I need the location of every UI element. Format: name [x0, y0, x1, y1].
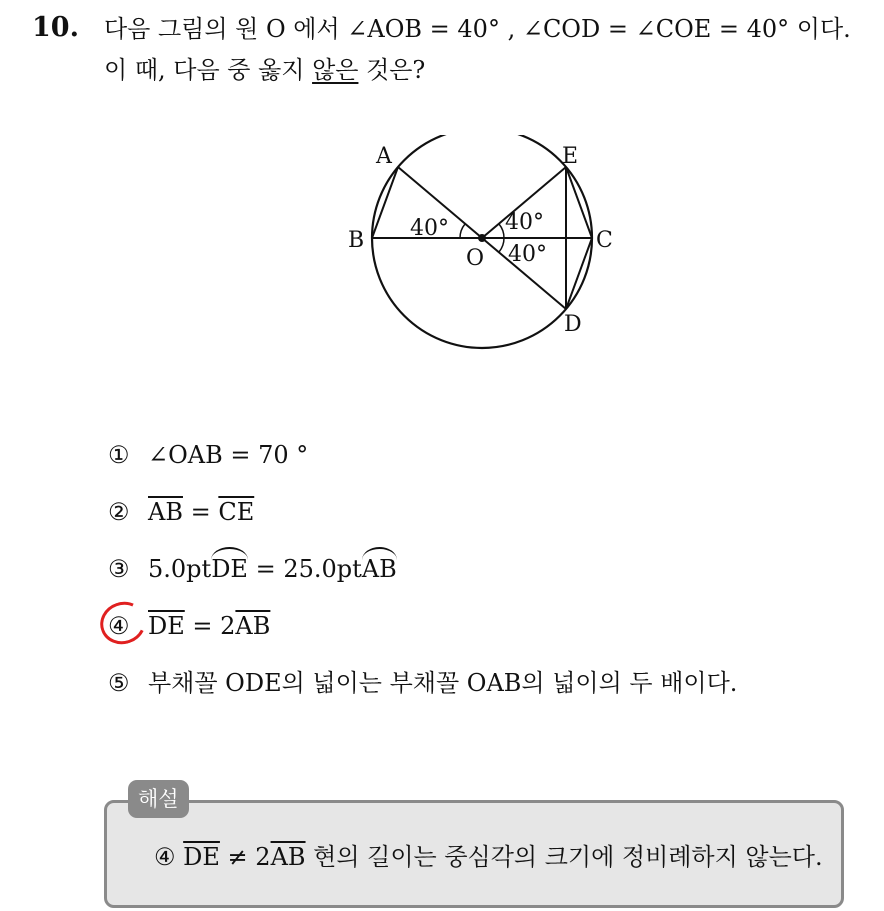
segment-ab: $\overline{AB}$	[235, 612, 271, 640]
stem-prefix: 이 때, 다음 중 옳지	[104, 56, 313, 84]
segment-de: $\overline{DE}$	[183, 843, 220, 871]
choice-text: ∠OAB = 70 °	[148, 441, 309, 469]
segment-de: $\overline{DE}$	[148, 612, 185, 640]
angle-label-aob: 40°	[410, 216, 449, 241]
choice-3[interactable]	[108, 554, 397, 584]
explanation-text	[154, 842, 823, 872]
question-stem-line2	[104, 55, 425, 85]
stem-suffix: 것은?	[358, 56, 426, 84]
answer-circle-mark	[94, 595, 152, 650]
choice-text: = 25.0pt	[247, 555, 362, 583]
stem-underlined-word: 않은	[312, 56, 359, 84]
choice-number: ④	[108, 612, 130, 640]
not-equal-two: ≠ 2	[219, 843, 271, 871]
angle-label-coe: 40°	[505, 210, 544, 235]
arc-de: DE	[211, 555, 248, 583]
equals-sign: =	[182, 498, 219, 526]
question-stem-line1: 다음 그림의 원 O 에서 ∠AOB = 40° , ∠COD = ∠COE = 40° 이다.	[104, 15, 851, 43]
choice-number: ①	[108, 441, 130, 469]
point-label-d: D	[564, 312, 582, 337]
explanation-tag: 해설	[128, 780, 189, 818]
point-label-e: E	[562, 144, 579, 169]
chord-cd	[566, 238, 592, 309]
equals-two: = 2	[184, 612, 236, 640]
choice-number: ③	[108, 555, 130, 583]
angle-arc-coe	[499, 224, 504, 238]
choice-number: ⑤	[108, 669, 130, 697]
explanation-body: 현의 길이는 중심각의 크기에 정비례하지 않는다.	[305, 843, 823, 871]
center-dot	[478, 234, 486, 242]
choice-5[interactable]	[108, 668, 737, 698]
choice-1[interactable]	[108, 440, 308, 470]
explanation-num: ④	[154, 843, 176, 871]
angle-label-cod: 40°	[508, 242, 547, 267]
choice-2[interactable]	[108, 497, 254, 527]
choice-number: ②	[108, 498, 130, 526]
angle-arc-cod	[499, 238, 504, 252]
circle-figure	[340, 135, 625, 360]
choice-text: 부채꼴 ODE의 넓이는 부채꼴 OAB의 넓이의 두 배이다.	[148, 669, 738, 697]
segment-ab: $\overline{AB}$	[148, 498, 183, 526]
segment-ab: $\overline{AB}$	[270, 843, 306, 871]
segment-ce: $\overline{CE}$	[218, 498, 255, 526]
point-label-b: B	[348, 228, 365, 253]
point-label-o: O	[466, 246, 485, 271]
chord-ec	[566, 167, 592, 238]
arc-ab: AB	[361, 555, 397, 583]
question-number: 10.	[32, 12, 79, 43]
chord-ab	[372, 167, 398, 238]
point-label-c: C	[596, 228, 613, 253]
point-label-a: A	[376, 144, 392, 169]
angle-arc-aob	[460, 224, 465, 238]
choice-text: 5.0pt	[148, 555, 212, 583]
